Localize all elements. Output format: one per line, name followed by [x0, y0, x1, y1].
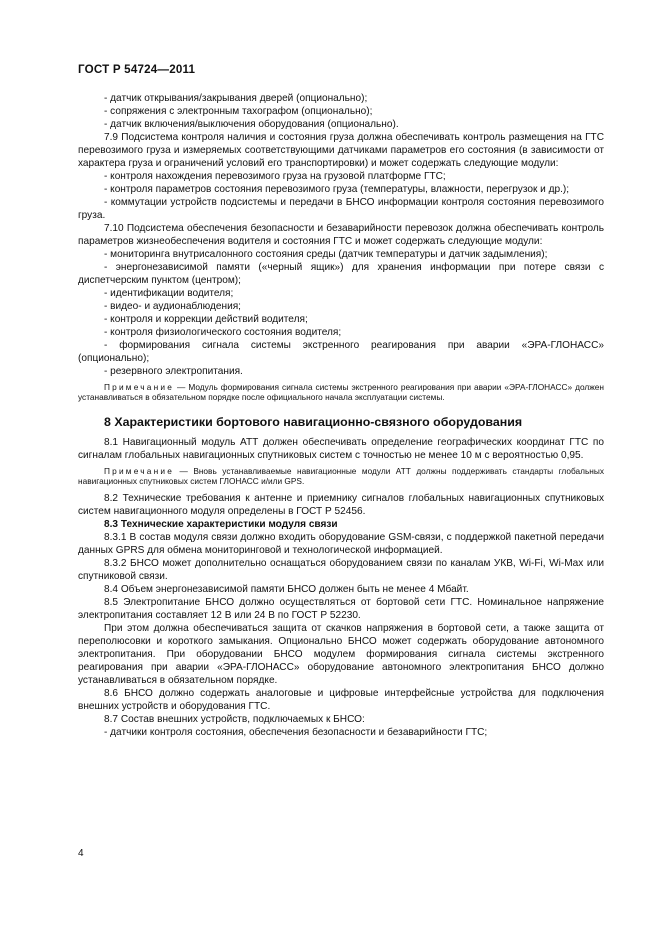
note-1 [78, 382, 604, 403]
paragraph-8-7: 8.7 Состав внешних устройств, подключаемых к БНСО: [104, 713, 365, 725]
list-item: - мониторинга внутрисалонного состояния среды (датчик температуры и датчик задымления); [104, 249, 548, 260]
subsection-8-3-heading: 8.3 Технические характеристики модуля связи [104, 518, 338, 530]
list-item: - видео- и аудионаблюдения; [104, 301, 241, 312]
document-header: ГОСТ Р 54724—2011 [78, 63, 196, 76]
page-number: 4 [78, 848, 84, 859]
list-item: - датчик открывания/закрывания дверей (опционально); [104, 93, 368, 104]
list-item: - контроля нахождения перевозимого груза на грузовой платформе ГТС; [104, 171, 446, 182]
list-item: - энергонезависимой памяти («черный ящик») для хранения информации при потере связи с диспетчерским пунктом (центром); [78, 262, 604, 286]
paragraph-8-5-cont: При этом должна обеспечиваться защита от скачков напряжения в бортовой сети, а также защита от переполюсовки и короткого замыкания. Опционально БНСО может содержать оборудование автономного электропитания. При оборудовании БНСО модулем формирования сигнала системы экстренного реагирования при аварии «ЭРА-ГЛОНАСС» оборудование автономного электропитания БНСО должно устанавливаться в обязательном порядке. [78, 622, 604, 686]
note-text: — Модуль формирования сигнала системы экстренного реагирования при аварии «ЭРА-ГЛОНАСС» должен устанавливаться в обязательном порядке после официального начала эксплуатации системы. [78, 382, 604, 403]
list-item: - сопряжения с электронным тахографом (опционально); [104, 106, 373, 117]
list-item: - контроля и коррекции действий водителя; [104, 314, 308, 325]
list-item: - контроля физиологического состояния водителя; [104, 327, 342, 338]
list-item: - коммутации устройств подсистемы и передачи в БНСО информации контроля состояния перевозимого груза. [78, 197, 604, 221]
paragraph-8-4: 8.4 Объем энергонезависимой памяти БНСО должен быть не менее 4 Мбайт. [104, 583, 469, 595]
note-label: Примечание [104, 382, 175, 392]
list-item: - датчики контроля состояния, обеспечения безопасности и безаварийности ГТС; [104, 726, 488, 738]
paragraph-8-2: 8.2 Технические требования к антенне и приемнику сигналов глобальных навигационных спутниковых систем навигационного модуля определены в ГОСТ Р 52456. [78, 492, 604, 517]
paragraph-7-9: 7.9 Подсистема контроля наличия и состояния груза должна обеспечивать контроль размещения на ГТС перевозимого груза и измеряемых соответствующими датчиками параметров его состояния (в зависимости от характера груза и ограничений условий его транспортировки) и может содержать следующие модули: [78, 132, 604, 169]
section-8-heading: 8 Характеристики бортового навигационно-связного оборудования [104, 414, 523, 429]
list-item: - формирования сигнала системы экстренного реагирования при аварии «ЭРА-ГЛОНАСС» (опционально); [78, 340, 604, 364]
list-item: - идентификации водителя; [104, 288, 234, 299]
paragraph-8-6: 8.6 БНСО должно содержать аналоговые и цифровые интерфейсные устройства для подключения внешних устройств и оборудования ГТС. [78, 687, 604, 712]
list-item: - контроля параметров состояния перевозимого груза (температуры, влажности, перегрузок и др.); [104, 184, 570, 195]
note-2 [78, 466, 604, 487]
paragraph-8-1: 8.1 Навигационный модуль АТТ должен обеспечивать определение географических координат ГТС по сигналам глобальных навигационных спутниковых систем с точностью не менее 10 м с вероятностью 0,95. [78, 436, 604, 461]
note-label: Примечание [104, 465, 175, 476]
note-text: — Вновь устанавливаемые навигационные модули АТТ должны поддерживать стандарты глобальных навигационных спутниковых систем ГЛОНАСС и/или GPS. [78, 465, 604, 487]
list-item: - резервного электропитания. [104, 366, 243, 377]
list-item: - датчик включения/выключения оборудования (опционально). [104, 119, 399, 130]
paragraph-8-3-2: 8.3.2 БНСО может дополнительно оснащаться оборудованием связи по каналам УКВ, Wi-Fi, Wi-Max или спутниковой связи. [78, 557, 604, 582]
document-body [78, 92, 604, 739]
paragraph-7-10: 7.10 Подсистема обеспечения безопасности и безаварийности перевозок должна обеспечивать контроль параметров жизнеобеспечения водителя и состояния ГТС и может содержать следующие модули: [78, 223, 604, 247]
paragraph-8-5: 8.5 Электропитание БНСО должно осуществляться от бортовой сети ГТС. Номинальное напряжение электропитания составляет 12 В или 24 В по ГОСТ Р 52230. [78, 596, 604, 621]
paragraph-8-3-1: 8.3.1 В состав модуля связи должно входить оборудование GSM-связи, с поддержкой пакетной передачи данных GPRS для обмена мониторинговой и технологической информацией. [78, 531, 604, 556]
